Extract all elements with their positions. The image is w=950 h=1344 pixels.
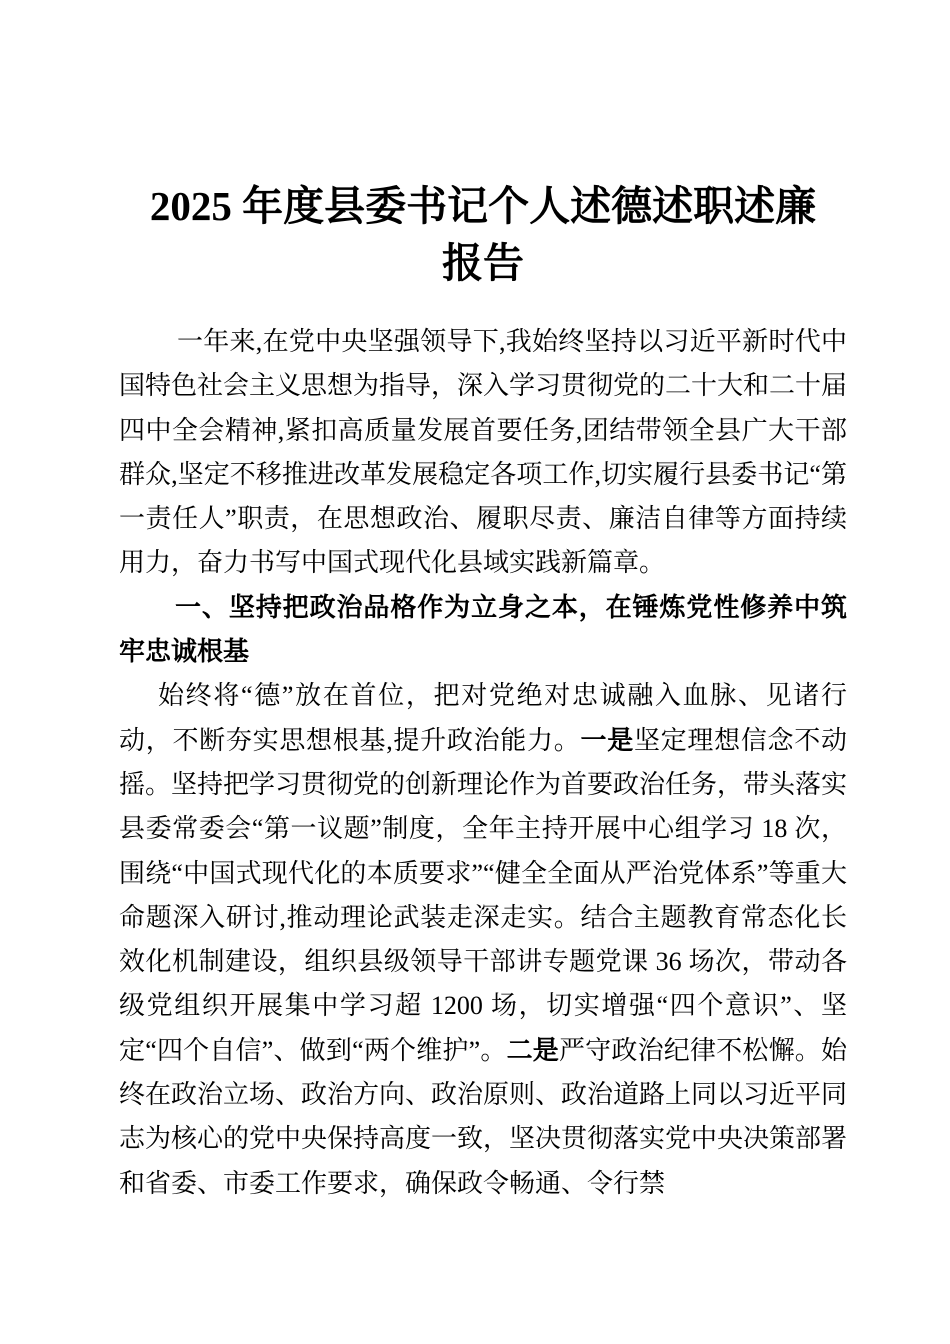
text-run: 始终将“德”放在首位，把对党绝对忠诚融入血脉、见诸行动，不断夯实思想根基,提升政治能力。: [119, 681, 847, 755]
text-run: 坚定理想信念不动摇。坚持把学习贯彻党的创新理论作为首要政治任务，带头落实县委常委会“第一议题”制度，全年主持开展中心组学习 18 次，围绕“中国式现代化的本质要求”“健全全面从严治党体系”等重大命题深入研讨,推动理论武装走深走实。结合主题教育常态化长效化机制建设，组织县级领导干部讲专题党课 36 场次，带动各级党组织开展集中学习超 1200 场，切实增强“四个意识”、坚定“四个自信”、做到“两个维护”。: [119, 725, 848, 1065]
document-content: [119, 320, 847, 1206]
emphasis-text-run: 一是: [580, 725, 634, 755]
body-paragraph: [119, 674, 847, 1206]
body-paragraph: [119, 320, 847, 586]
emphasis-text-run: 一、坚持把政治品格作为立身之本，在锤炼党性修养中筑牢忠诚根基: [119, 592, 847, 667]
emphasis-text-run: 二是: [506, 1035, 559, 1065]
text-run: 严守政治纪律不松懈。始终在政治立场、政治方向、政治原则、政治道路上同以习近平同志为核心的党中央保持高度一致，坚决贯彻落实党中央决策部署和省委、市委工作要求，确保政令畅通、令行禁: [119, 1035, 848, 1198]
document-title: 2025 年度县委书记个人述德述职述廉报告: [149, 183, 817, 286]
section-heading: [119, 586, 847, 675]
text-run: 一年来,在党中央坚强领导下,我始终坚持以习近平新时代中国特色社会主义思想为指导，深入学习贯彻党的二十大和二十届四中全会精神,紧扣高质量发展首要任务,团结带领全县广大干部群众,坚定不移推进改革发展稳定各项工作,切实履行县委书记“第一责任人”职责，在思想政治、履职尽责、廉洁自律等方面持续用力，奋力书写中国式现代化县域实践新篇章。: [119, 327, 848, 578]
